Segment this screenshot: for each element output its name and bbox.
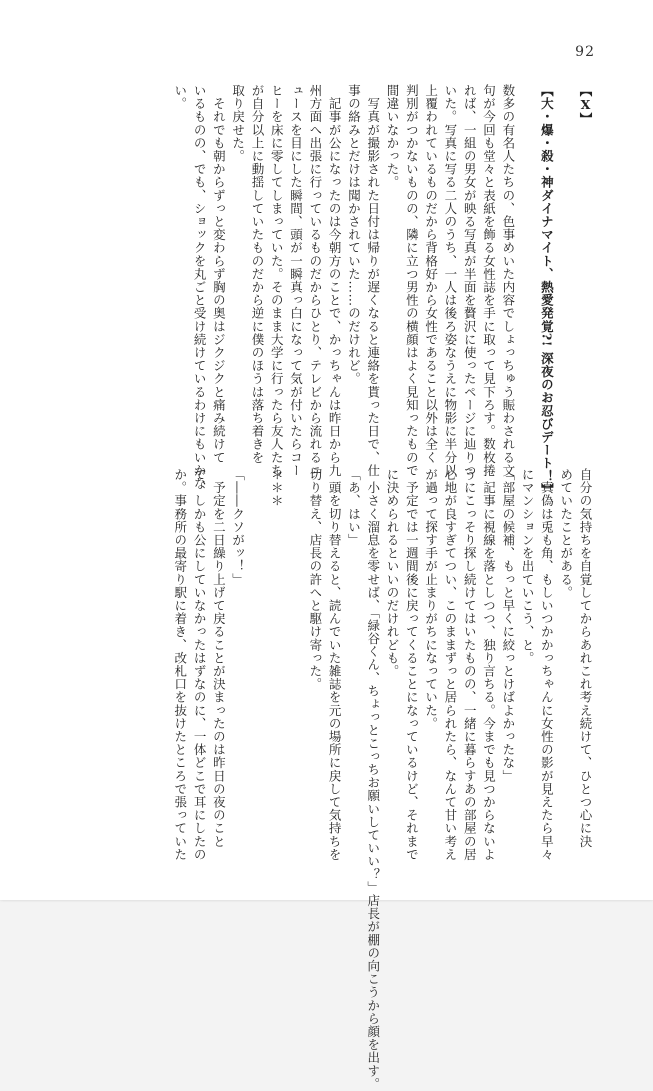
- text-line: 心地が良すぎてつい、このままずっと居られたら、なんて甘い考え: [442, 468, 458, 861]
- text-line: 記事が公になったのは今朝方のことで、かっちゃんは昨日から九: [327, 84, 343, 477]
- text-line: うにこっそり探し続けてはいたものの、一緒に暮らすあの部屋の居: [462, 468, 478, 861]
- text-line: 小さく溜息を零せば、「緑谷くん、ちょっとこっちお願いしていい？」店長が棚の向こうから顔を出す。: [365, 468, 381, 1091]
- text-line: 写真が撮影された日付は帰りが遅くなると連絡を貰った日で、仕: [365, 84, 381, 477]
- text-line: れば、一組の男女が映る写真が半面を贅沢に使ったページに辿りつ: [462, 84, 478, 477]
- chapter-number: 【Ⅹ】: [578, 84, 593, 126]
- text-line: にマンションを出ていこう、と。: [520, 468, 536, 665]
- text-line: 「あ、はい」: [346, 468, 362, 547]
- text-line: 間違いなかった。: [385, 84, 401, 189]
- text-line: 取り戻せた。: [230, 84, 246, 163]
- section-break: ＊＊＊: [269, 468, 285, 508]
- text-line: 州方面へ出張に行っているものだからひとり、テレビから流れるニ: [307, 84, 323, 477]
- text-line: 上覆われているものだから背格好から女性であること以外は全く: [423, 84, 439, 464]
- text-line: 真偽は兎も角、もしいつかかっちゃんに女性の影が見えたら早々: [539, 468, 555, 861]
- spacer: [518, 84, 537, 446]
- text-line: ュースを目にした瞬間、頭が一瞬真っ白になって気が付いたらコー: [288, 84, 304, 477]
- text-line: で、しかも公にしていなかったはずなのに、一体どこで耳にしたの: [192, 468, 208, 861]
- text-line: 頭を切り替えると、読んでいた雑誌を元の場所に戻して気持ちを: [327, 468, 343, 861]
- text-line: 自分の気持ちを自覚してからあれこれ考え続けて、ひとつ心に決: [578, 468, 593, 848]
- text-line: 事の絡みとだけは聞かされていた……のだけれど。: [346, 84, 362, 386]
- text-line: [286, 468, 305, 830]
- text-line: 予定を二日繰り上げて戻ることが決まったのは昨日の夜のこと: [211, 468, 227, 848]
- text-line: ヒーを床に零してしまっていた。そのまま大学に行ったら友人たち: [269, 84, 285, 477]
- text-line: が過って探す手が止まりがちになっていた。: [423, 468, 439, 730]
- text-line: 句が今回も堂々と表紙を飾る女性誌を手に取って見下ろす。数枚捲: [481, 84, 497, 477]
- text-line: 予定では一週間後に戻ってくることになっているけど、それまで: [404, 468, 420, 861]
- text-block-top: [50, 84, 595, 496]
- text-line: いた。写真に写る二人のうち、一人は後ろ姿なうえに物影に半分以: [442, 84, 458, 477]
- text-line: が自分以上に動揺していたものだから逆に僕のほうは落ち着きを: [249, 84, 265, 464]
- text-line: 記事に視線を落としつつ、独り言ちる。今までも見つからないよ: [481, 468, 497, 861]
- text-block-bottom: [50, 468, 595, 1091]
- text-line: 判別がつかないものの、隣に立つ男性の横顔はよく見知ったもので: [404, 84, 420, 477]
- text-line: [248, 468, 267, 830]
- page-number: 92: [575, 44, 595, 60]
- chapter-title: 【大・爆・殺・神ダイナマイト、熱愛発覚?! 深夜のお忍びデート！】: [539, 84, 555, 496]
- text-line: いるものの、でも、ショックを丸ごと受け続けているわけにもいかな: [192, 84, 208, 491]
- spacer: [556, 84, 575, 446]
- text-line: に決められるといいのだけれども。: [385, 468, 401, 678]
- text-line: 「――クソがッ！」: [230, 468, 246, 586]
- text-line: 数多の有名人たちの、色事めいた内容でしょっちゅう賑わされる文: [500, 84, 516, 477]
- text-line: い。: [172, 84, 188, 111]
- text-line: か。事務所の最寄り駅に着き、改札口を抜けたところで張っていた: [172, 468, 188, 861]
- text-line: 「部屋の候補、もっと早くに絞っとけばよかったな」: [500, 468, 516, 783]
- text-line: それでも朝からずっと変わらず胸の奥はジクジクと痛み続けて: [211, 84, 227, 464]
- text-line: めていたことがある。: [558, 468, 574, 599]
- text-line: 切り替え、店長の許へと駆け寄った。: [307, 468, 323, 691]
